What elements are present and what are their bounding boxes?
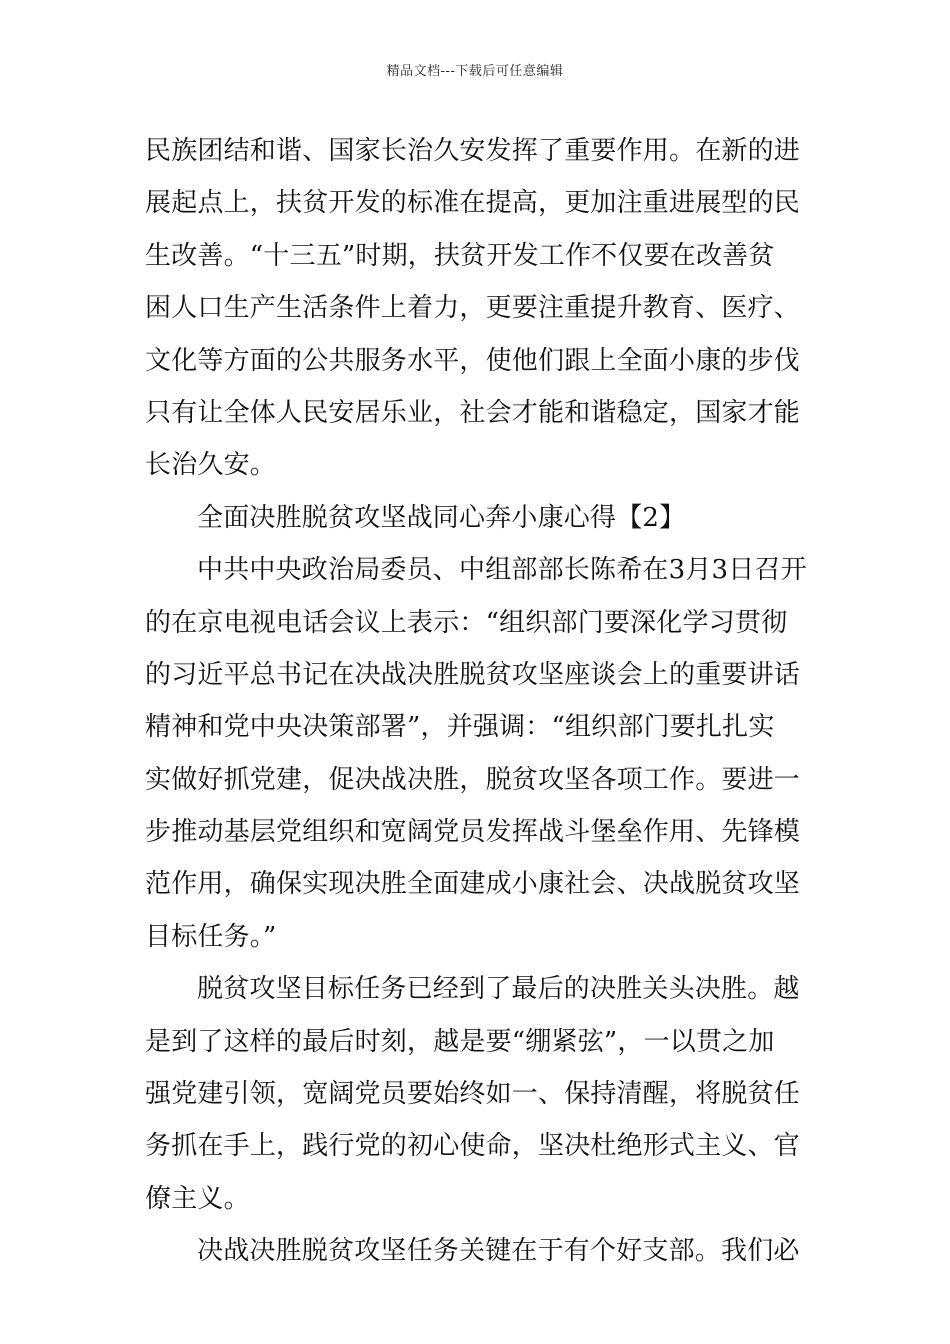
section-heading: 全面决胜脱贫攻坚战同心奔小康心得【2】 [197, 502, 686, 533]
text-line: 精神和党中央决策部署”，并强调：“组织部门要扎扎实 [145, 712, 775, 743]
text-line: 文化等方面的公共服务水平，使他们跟上全面小康的步伐 [145, 345, 801, 376]
text-line: 只有让全体人民安居乐业，社会才能和谐稳定，国家才能 [145, 397, 801, 428]
text-line: 展起点上，扶贫开发的标准在提高，更加注重进展型的民 [145, 188, 801, 219]
text-line: 务抓在手上，践行党的初心使命，坚决杜绝形式主义、官 [145, 1131, 801, 1162]
paragraph-start-line: 中共中央政治局委员、中组部部长陈希在3月3日召开 [197, 555, 807, 586]
text-line: 僚主义。 [145, 1183, 250, 1214]
text-line: 的习近平总书记在决战决胜脱贫攻坚座谈会上的重要讲话 [145, 659, 801, 690]
document-body [145, 125, 810, 1278]
text-line: 目标任务。” [145, 921, 277, 952]
text-line: 困人口生产生活条件上着力，更要注重提升教育、医疗、 [145, 293, 801, 324]
text-line: 生改善。“十三五”时期，扶贫开发工作不仅要在改善贫 [145, 240, 775, 271]
text-line: 是到了这样的最后时刻，越是要“绷紧弦”，一以贯之加 [145, 1026, 775, 1057]
text-line: 实做好抓党建，促决战决胜，脱贫攻坚各项工作。要进一 [145, 764, 801, 795]
text-line: 范作用，确保实现决胜全面建成小康社会、决战脱贫攻坚 [145, 869, 801, 900]
page-header: 精品文档---下载后可任意编辑 [386, 64, 564, 79]
text-line: 长治久安。 [145, 450, 277, 481]
text-line: 的在京电视电话会议上表示：“组织部门要深化学习贯彻 [145, 607, 788, 638]
paragraph-start-line: 脱贫攻坚目标任务已经到了最后的决胜关头决胜。越 [197, 974, 800, 1005]
text-line: 步推动基层党组织和宽阔党员发挥战斗堡垒作用、先锋模 [145, 817, 801, 848]
text-line: 强党建引领，宽阔党员要始终如一、保持清醒，将脱贫任 [145, 1079, 801, 1110]
paragraph-start-line: 决战决胜脱贫攻坚任务关键在于有个好支部。我们必 [197, 1236, 800, 1267]
text-line: 民族团结和谐、国家长治久安发挥了重要作用。在新的进 [145, 136, 801, 166]
